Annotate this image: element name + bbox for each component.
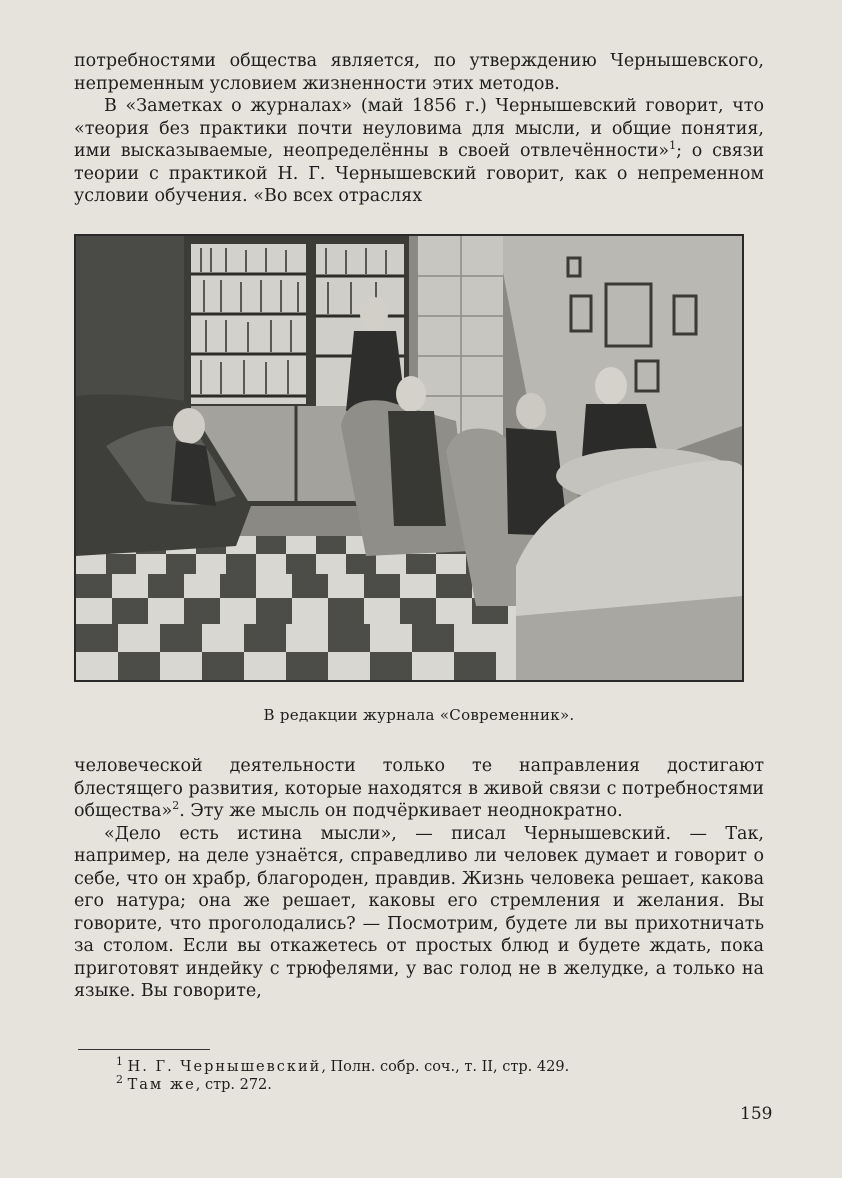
engraving-image <box>76 236 742 680</box>
paragraph-text: ; о связи теории с практикой Н. Г. Чернышевский говорит, как о непременном условии обучения. «Во всех отраслях <box>74 141 764 206</box>
paragraph-continuation: потребностями общества является, по утверждению Чернышевского, непременным условием жизненности этих методов. <box>74 51 764 94</box>
footnote-text: , Полн. собр. соч., т. II, стр. 429. <box>321 1059 570 1075</box>
footnotes <box>116 1055 736 1094</box>
footnote-marker: 2 <box>172 799 180 813</box>
paragraph-notes-on-journals <box>74 95 764 208</box>
footnote-text: , стр. 272. <box>195 1077 272 1093</box>
footnote-2 <box>116 1073 736 1094</box>
illustration-editorial-office <box>74 234 744 682</box>
footnote-ibid: Там же <box>127 1077 196 1093</box>
page-number: 159 <box>740 1104 773 1124</box>
footnote-divider <box>78 1049 210 1050</box>
footnote-1 <box>116 1055 736 1076</box>
paragraph-text: человеческой деятельности только те направления достигают блестящего развития, которые находятся в живой связи с потребностями общества» <box>74 756 764 821</box>
figure-caption: В редакции журнала «Современник». <box>263 706 575 724</box>
paragraph-text: . Эту же мысль он подчёркивает неоднократно. <box>179 801 623 821</box>
top-text-block <box>74 50 764 208</box>
paragraph-deed-is-truth: «Дело есть истина мысли», — писал Чернышевский. — Так, например, на деле узнаётся, справедливо ли человек думает и говорит о себе, что он храбр, благороден, правдив. Жизнь человека решает, какова его натура; она же решает, каковы его стремления и желания. Вы говорите, что проголодались? — Посмотрим, будете ли вы прихотничать за столом. Если вы откажетесь от простых блюд и будете ждать, пока приготовят индейку с трюфелями, у вас голод не в желудке, а только на языке. Вы говорите, <box>74 823 764 1001</box>
footnote-number: 1 <box>116 1055 123 1069</box>
footnote-author: Н. Г. Чернышевский <box>127 1059 322 1075</box>
footnote-marker: 1 <box>669 139 677 153</box>
paragraph-text: В «Заметках о журналах» (май 1856 г.) Чернышевский говорит, что «теория без практики почти неуловима для мысли, и общие понятия, ими высказываемые, неопределённы в своей отвлечённости» <box>74 96 764 161</box>
footnote-number: 2 <box>116 1073 123 1087</box>
bottom-text-block <box>74 755 764 1003</box>
paragraph-continuation <box>74 755 764 823</box>
